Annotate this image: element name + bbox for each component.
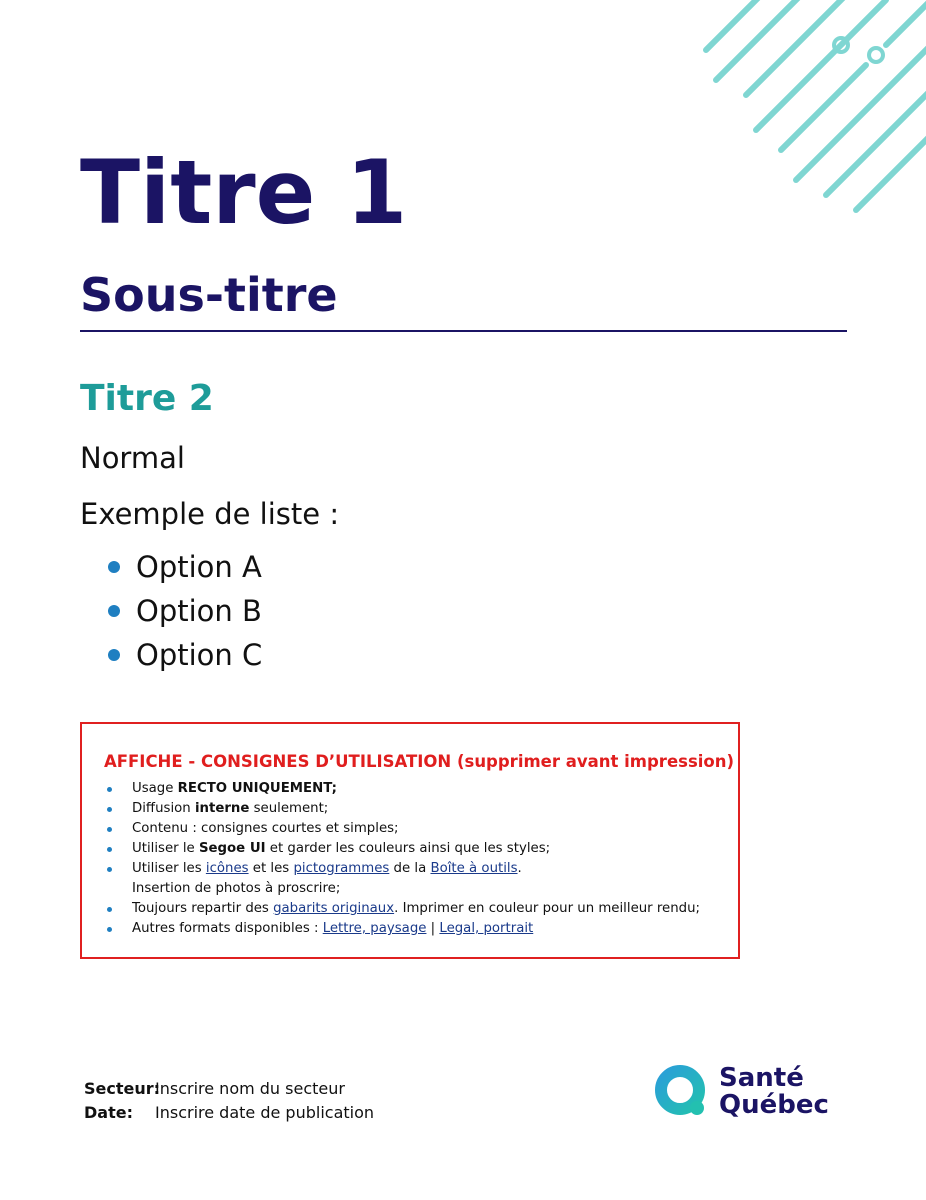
text: Insertion de photos à proscrire; [132, 881, 341, 896]
text: Autres formats disponibles : [132, 921, 323, 936]
list-item [104, 919, 700, 939]
text: Contenu : consignes courtes et simples; [132, 821, 399, 836]
text: Utiliser le [132, 841, 199, 856]
pictograms-link[interactable]: pictogrammes [293, 861, 390, 876]
subtitle: Sous-titre [80, 268, 338, 322]
date-value: Inscrire date de publication [155, 1103, 375, 1122]
list-item-continuation [104, 879, 700, 899]
text: Utiliser les [132, 861, 206, 876]
option-list [108, 545, 262, 677]
list-item [104, 859, 700, 879]
text-bold: interne [194, 801, 250, 816]
text: Toujours repartir des [132, 901, 274, 916]
text: . Imprimer en couleur pour un meilleur rendu; [394, 901, 700, 916]
list-item [104, 799, 700, 819]
text: | [426, 921, 440, 936]
footer-info [84, 1077, 375, 1125]
title-2: Titre 2 [80, 378, 214, 419]
list-item [108, 633, 262, 677]
notice-list [104, 779, 700, 939]
bullet-icon [107, 927, 112, 932]
text: . [517, 861, 522, 876]
text-bold: RECTO UNIQUEMENT; [177, 781, 337, 796]
decorative-stripes [686, 0, 926, 230]
date-row [84, 1101, 375, 1125]
sante-quebec-logo [652, 1062, 852, 1126]
text: de la [389, 861, 431, 876]
title-divider [80, 330, 847, 332]
list-item [108, 545, 262, 589]
bullet-icon [108, 561, 120, 573]
list-item [108, 589, 262, 633]
templates-link[interactable]: gabarits originaux [273, 901, 395, 916]
bullet-icon [108, 605, 120, 617]
letter-landscape-link[interactable]: Lettre, paysage [322, 921, 427, 936]
normal-text: Normal [80, 441, 185, 475]
bullet-icon [107, 807, 112, 812]
logo-line-2: Québec [719, 1090, 829, 1120]
secteur-value: Inscrire nom du secteur [155, 1079, 345, 1098]
option-label: Option C [136, 638, 263, 672]
logo-wordmark [719, 1065, 829, 1119]
text: et les [248, 861, 294, 876]
bullet-icon [107, 867, 112, 872]
secteur-label: Secteur: [84, 1079, 161, 1098]
secteur-row [84, 1077, 345, 1101]
bullet-icon [108, 649, 120, 661]
legal-portrait-link[interactable]: Legal, portrait [439, 921, 534, 936]
list-item [104, 779, 700, 799]
text-bold: Segoe UI [198, 841, 266, 856]
toolbox-link[interactable]: Boîte à outils [430, 861, 518, 876]
icons-link[interactable]: icônes [205, 861, 249, 876]
bullet-icon [107, 827, 112, 832]
title-1: Titre 1 [80, 141, 408, 244]
text: Usage [132, 781, 178, 796]
text: Diffusion [132, 801, 195, 816]
date-label: Date: [84, 1103, 133, 1122]
bullet-icon [107, 907, 112, 912]
logo-line-1: Santé [719, 1063, 804, 1093]
list-item [104, 839, 700, 859]
logo-ring-icon [652, 1062, 712, 1122]
bullet-icon [107, 787, 112, 792]
notice-title: AFFICHE - CONSIGNES D’UTILISATION (supprimer avant impression) [104, 752, 735, 771]
text: et garder les couleurs ainsi que les styles; [265, 841, 551, 856]
option-label: Option A [136, 550, 262, 584]
list-item [104, 899, 700, 919]
bullet-icon [107, 847, 112, 852]
list-item [104, 819, 700, 839]
usage-notice-box [80, 722, 740, 959]
option-label: Option B [136, 594, 262, 628]
list-intro: Exemple de liste : [80, 497, 340, 531]
text: seulement; [249, 801, 329, 816]
